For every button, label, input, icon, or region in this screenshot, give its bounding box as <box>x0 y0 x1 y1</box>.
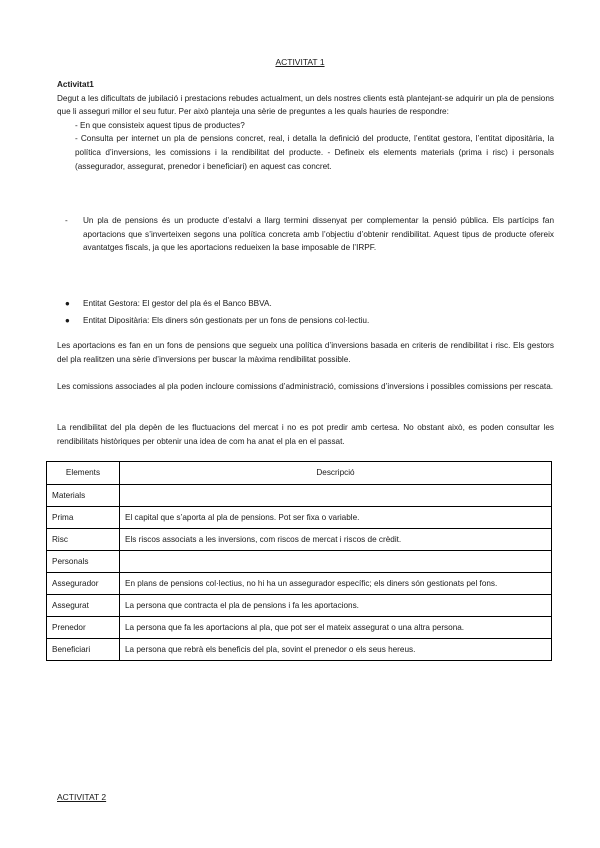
table-row <box>47 639 552 661</box>
paragraph-investment-policy: Les aportacions es fan en un fons de pensions que segueix una política d’inversions basada en criteris de rendibilitat i risc. Els gestors del pla realitzen una sèrie d’inversions per buscar la màxima rendibilitat possible. <box>57 341 554 364</box>
next-activity-heading: ACTIVITAT 2 <box>57 792 107 802</box>
description-cell: La persona que contracta el pla de pensions i fa les aportacions. <box>120 595 552 617</box>
bullet-text: Entitat Dipositària: Els diners són gestionats per un fons de pensions col·lectiu. <box>83 315 370 325</box>
bullet-icon: ● <box>65 315 70 325</box>
description-cell: En plans de pensions col·lectius, no hi ha un assegurador específic; els diners són gestionats pel fons. <box>120 573 552 595</box>
element-cell: Personals <box>47 551 120 573</box>
element-cell: Assegurat <box>47 595 120 617</box>
elements-table <box>46 461 552 661</box>
description-cell: El capital que s’aporta al pla de pensions. Pot ser fixa o variable. <box>120 507 552 529</box>
paragraph-profitability: La rendibilitat del pla depèn de les fluctuacions del mercat i no es pot predir amb certesa. No obstant això, es poden consultar les rendibilitats històriques per obtenir una idea de com ha anat el pla en el passat. <box>57 423 554 446</box>
question-1: - En que consisteix aquest tipus de productes? <box>75 120 245 130</box>
activity-label: Activitat1 <box>57 80 94 89</box>
element-cell: Beneficiari <box>47 639 120 661</box>
table-row <box>47 617 552 639</box>
page-title: ACTIVITAT 1 <box>275 57 325 67</box>
answer-item <box>65 214 554 255</box>
bullet-text: Entitat Gestora: El gestor del pla és el Banco BBVA. <box>83 299 272 308</box>
bullet-item <box>65 313 554 330</box>
description-cell <box>120 485 552 507</box>
dash-marker: - <box>65 216 68 225</box>
table-row <box>47 529 552 551</box>
bullet-icon: ● <box>65 299 70 308</box>
bullet-item <box>65 296 554 313</box>
column-header-elements: Elements <box>47 462 120 485</box>
element-cell: Materials <box>47 485 120 507</box>
element-cell: Prima <box>47 507 120 529</box>
paragraph-commissions: Les comissions associades al pla poden incloure comissions d’administració, comissions d’inversions i possibles comissions per rescata. <box>57 382 554 391</box>
description-cell: Els riscos associats a les inversions, com riscos de mercat i riscos de crèdit. <box>120 529 552 551</box>
table-row <box>47 573 552 595</box>
element-cell: Risc <box>47 529 120 551</box>
description-cell <box>120 551 552 573</box>
intro-paragraph: Degut a les dificultats de jubilació i prestacions rebudes actualment, un dels nostres clients està plantejant-se adquirir un pla de pensions que li asseguri millor el seu futur. Per això planteja una sèrie de preguntes a les quals hauries de respondre: <box>57 93 554 117</box>
column-header-description: Descripció <box>120 462 552 485</box>
table-row <box>47 507 552 529</box>
element-cell: Assegurador <box>47 573 120 595</box>
table-row <box>47 485 552 507</box>
answer-paragraph: Un pla de pensions és un producte d’estalvi a llarg termini dissenyat per complementar la pensió pública. Els partícips fan aportacions que s’inverteixen segons una política concreta amb l’objectiu d’obtenir rendibilitat. Aquest tipus de producte ofereix avantatges fiscals, ja que les aportacions redueixen la base imposable de l’IRPF. <box>83 216 554 253</box>
table-header-row <box>47 462 552 485</box>
table-row <box>47 551 552 573</box>
table-row <box>47 595 552 617</box>
question-2: - Consulta per internet un pla de pensions concret, real, i detalla la definició del producte, l’entitat gestora, l’entitat dipositària, la política d’inversions, les comissions i la rendibilitat del producte. - Defineix els elements materials (prima i risc) i personals (assegurador, assegurat, prenedor i beneficiari) en aquest cas concret. <box>75 134 554 171</box>
activity-statement <box>57 78 554 173</box>
description-cell: La persona que rebrà els beneficis del pla, sovint el prenedor o els seus hereus. <box>120 639 552 661</box>
description-cell: La persona que fa les aportacions al pla, que pot ser el mateix assegurat o una altra persona. <box>120 617 552 639</box>
entity-bullet-list <box>65 296 554 329</box>
element-cell: Prenedor <box>47 617 120 639</box>
